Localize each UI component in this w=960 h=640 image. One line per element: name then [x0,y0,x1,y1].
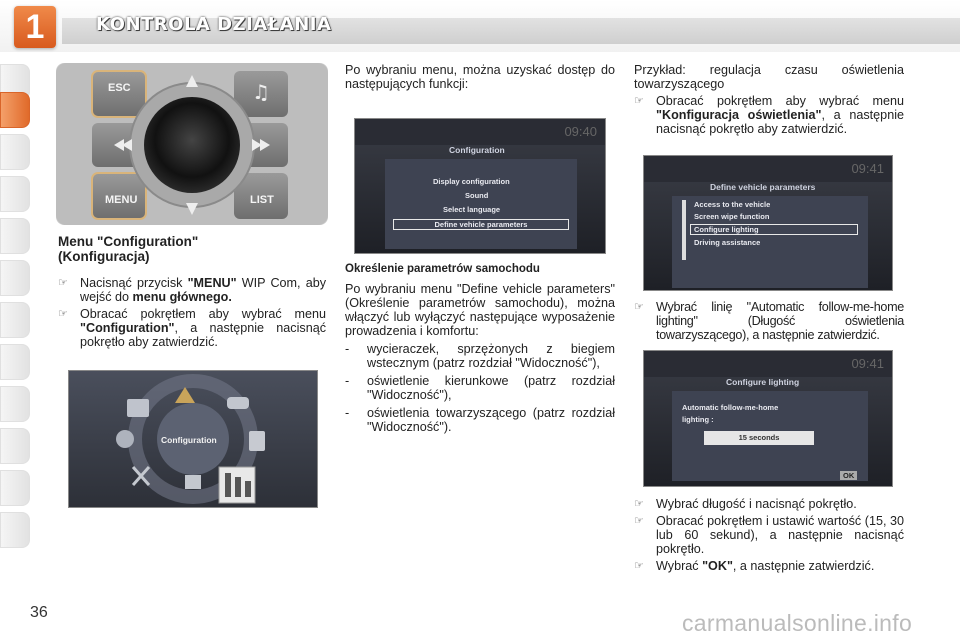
side-tab-12[interactable] [0,512,30,548]
side-tab-6[interactable] [0,260,30,296]
watermark: carmanualsonline.info [682,610,913,636]
column-3-bottom [634,497,904,576]
column-2-paragraph: Po wybraniu menu "Define vehicle parameters" (Określenie parametrów samochodu), można włączyć lub wyłączyć następujące wyposażenie prowadzenia i komfortu: [345,282,615,338]
side-tab-4[interactable] [0,176,30,212]
menu-item-sound: Sound [465,191,489,200]
instruction-3-2: ☞ Wybrać linię "Automatic follow-me-home lighting" (Długość oświetlenia towarzyszącego), a następnie zatwierdzić. [634,300,904,342]
list-button-label[interactable]: LIST [250,194,274,206]
chapter-title: KONTROLA DZIAŁANIA [96,14,332,35]
sub-heading: Określenie parametrów samochodu [345,263,540,275]
configuration-menu-photo [68,370,318,508]
ok-button[interactable]: OK [840,471,857,480]
control-panel-photo [56,63,328,225]
follow-me-home-line-2: lighting : [682,415,714,424]
page-number: 36 [30,604,48,621]
instruction-3-3: ☞ Wybrać długość i nacisnąć pokrętło. [634,497,857,511]
column-2 [345,63,615,91]
side-tabs [0,64,30,579]
control-panel-graphic [56,63,328,225]
screen-title: Configuration [449,145,505,155]
column-2-intro: Po wybraniu menu, można uzyskać dostęp do następujących funkcji: [345,63,615,91]
esc-button-label[interactable]: ESC [108,82,131,94]
menu-item-select-language: Select language [443,205,501,214]
heading-line-2: (Konfiguracja) [58,249,150,264]
column-2-body [345,262,615,434]
hand-pointer-icon: ☞ [634,95,644,107]
screen-clock: 09:41 [851,161,884,176]
section-heading [58,234,326,264]
side-tab-11[interactable] [0,470,30,506]
heading-line-1: Menu "Configuration" [58,234,199,249]
follow-me-home-line-1: Automatic follow-me-home [682,403,779,412]
side-tab-5[interactable] [0,218,30,254]
column-3 [634,63,904,139]
side-tab-8[interactable] [0,344,30,380]
screen-title: Configure lighting [726,377,800,387]
side-tab-7[interactable] [0,302,30,338]
screen-configure-lighting-photo [643,350,893,487]
instruction-2: ☞ Obracać pokrętłem aby wybrać menu "Configuration", a następnie nacisnąć pokrętło aby zatwierdzić. [58,307,326,349]
music-note-icon: ♫ [252,80,270,104]
duration-selector[interactable]: 15 seconds [704,431,814,445]
menu-item-configure-lighting: Configure lighting [690,224,858,235]
hand-pointer-icon: ☞ [634,498,644,510]
screen-configuration-photo [354,118,606,254]
hand-pointer-icon: ☞ [634,301,644,313]
screen-title: Define vehicle parameters [710,182,816,192]
column-3-intro: Przykład: regulacja czasu oświetlenia towarzyszącego [634,63,904,91]
menu-item-screen-wipe-function: Screen wipe function [694,212,770,221]
side-tab-3[interactable] [0,134,30,170]
dash-item-2: - oświetlenie kierunkowe (patrz rozdział "Widoczność"), [345,374,615,402]
hand-pointer-icon: ☞ [634,560,644,572]
menu-item-driving-assistance: Driving assistance [694,238,761,247]
chapter-number-badge: 1 [14,6,56,48]
instruction-3-1: ☞ Obracać pokrętłem aby wybrać menu "Konfiguracja oświetlenia", a następnie nacisnąć pokrętło aby zatwierdzić. [634,94,904,136]
configuration-label: Configuration [161,435,217,445]
side-tab-10[interactable] [0,428,30,464]
scrollbar[interactable] [682,200,686,260]
screen-define-vehicle-parameters-photo [643,155,893,291]
dash-item-1: - wycieraczek, sprzężonych z biegiem wstecznym (patrz rozdział "Widoczność"), [345,342,615,370]
menu-item-display-configuration: Display configuration [433,177,510,186]
column-3-middle [634,300,904,345]
menu-button-label[interactable]: MENU [105,194,138,206]
column-1 [58,234,326,352]
screen-clock: 09:40 [564,124,597,139]
menu-item-access-to-vehicle: Access to the vehicle [694,200,771,209]
instruction-1: ☞ Nacisnąć przycisk "MENU" WIP Com, aby wejść do menu głównego. [58,276,326,304]
screen-clock: 09:41 [851,356,884,371]
menu-item-define-vehicle-parameters: Define vehicle parameters [393,219,569,230]
hand-pointer-icon: ☞ [58,277,68,289]
instruction-3-5: ☞ Wybrać "OK", a następnie zatwierdzić. [634,559,875,573]
side-tab-2-active[interactable] [0,92,30,128]
hand-pointer-icon: ☞ [58,308,68,320]
dash-item-3: - oświetlenia towarzyszącego (patrz rozdział "Widoczność"). [345,406,615,434]
instruction-3-4: ☞ Obracać pokrętłem i ustawić wartość (15, 30 lub 60 sekund), a następnie nacisnąć pokrętło. [634,514,904,556]
hand-pointer-icon: ☞ [634,515,644,527]
side-tab-9[interactable] [0,386,30,422]
